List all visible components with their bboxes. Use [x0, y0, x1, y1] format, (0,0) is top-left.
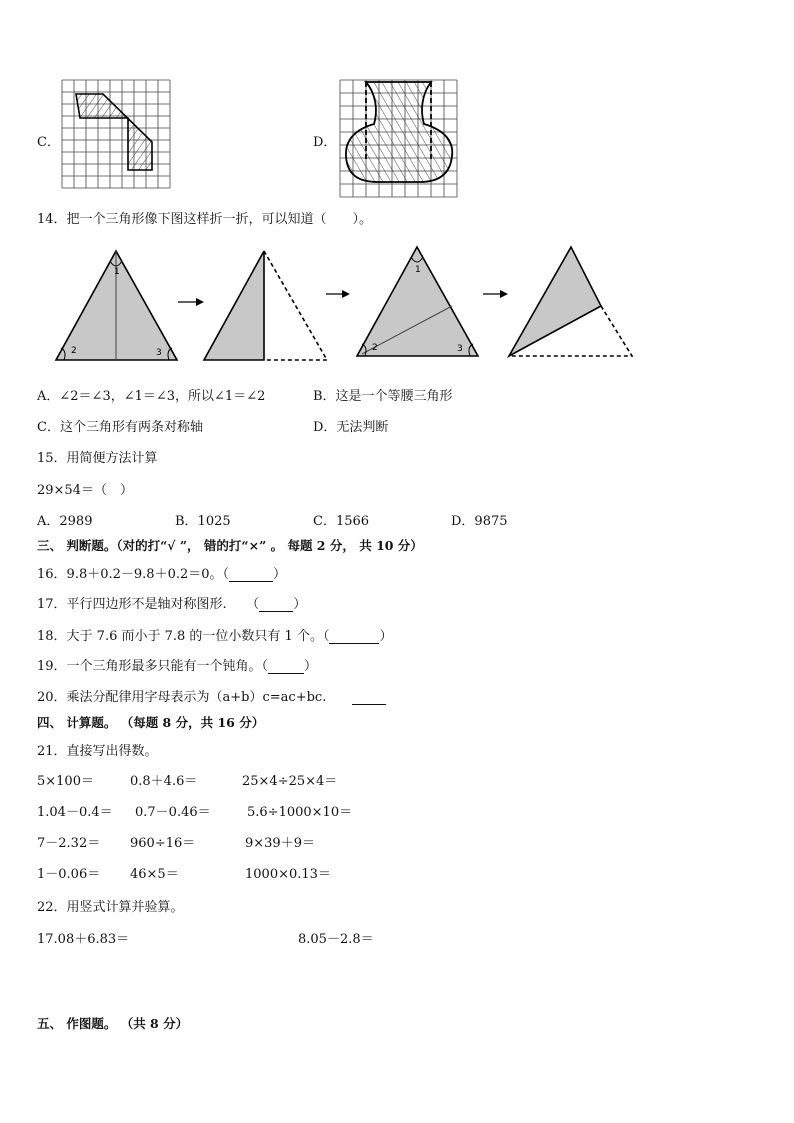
- q14-stem: 14．把一个三角形像下图这样折一折，可以知道（ ）。: [37, 212, 373, 227]
- q15-option-b: B．1025: [175, 514, 231, 529]
- q19-answer-blank[interactable]: [268, 673, 304, 674]
- q22-a: 17.08＋6.83＝: [37, 932, 130, 947]
- q21-r3c1: 7－2.32＝: [37, 836, 101, 851]
- q15-option-d: D．9875: [451, 514, 508, 529]
- q19: [37, 655, 317, 674]
- q21-r1c2: 0.8＋4.6＝: [130, 774, 198, 789]
- section3-title: 三、 判断题。（对的打“√ ”， 错的打“×” 。 每题 2 分， 共 10 分）: [37, 538, 423, 553]
- angle-label-2: 2: [71, 346, 77, 356]
- q21-r1c1: 5×100＝: [37, 774, 94, 789]
- q13-option-d-label: D．: [313, 135, 337, 150]
- q17-close: ）: [293, 597, 307, 612]
- q21-r4c3: 1000×0.13＝: [245, 867, 331, 882]
- q17: [37, 593, 306, 612]
- q21-r2c1: 1.04－0.4＝: [37, 805, 113, 820]
- q14-option-c: C．这个三角形有两条对称轴: [37, 420, 203, 435]
- q17-answer-blank[interactable]: [259, 611, 293, 612]
- q15-expression: 29×54＝（ ）: [37, 483, 133, 498]
- angle-label-1b: 1: [415, 265, 421, 275]
- q21-r1c3: 25×4÷25×4＝: [242, 774, 338, 789]
- q14-option-d: D．无法判断: [313, 420, 389, 435]
- q19-close: ）: [304, 659, 318, 674]
- q21-r4c2: 46×5＝: [130, 867, 179, 882]
- q21-r2c3: 5.6÷1000×10＝: [247, 805, 353, 820]
- q20-text: 20．乘法分配律用字母表示为（a+b）c=ac+bc.: [37, 690, 327, 705]
- q13-option-c-label: C．: [37, 135, 60, 150]
- angle-label-3: 3: [156, 348, 162, 358]
- section4-title: 四、 计算题。 （每题 8 分，共 16 分）: [37, 715, 265, 730]
- q13-grid-figure-c: [62, 80, 170, 197]
- angle-label-3b: 3: [457, 344, 463, 354]
- q14-folding-diagram: [50, 243, 640, 365]
- q20: [37, 686, 386, 705]
- q18-text: 18．大于 7.6 而小于 7.8 的一位小数只有 1 个。（: [37, 629, 330, 644]
- q21-r3c3: 9×39＋9＝: [245, 836, 315, 851]
- q18-close: ）: [379, 629, 393, 644]
- q16: [37, 563, 286, 582]
- q18: [37, 625, 392, 644]
- q15-option-c: C．1566: [313, 514, 370, 529]
- q22-stem: 22．用竖式计算并验算。: [37, 900, 184, 915]
- q13-grid-figure-d: [340, 80, 458, 197]
- q21-r3c2: 960÷16＝: [130, 836, 196, 851]
- q21-stem: 21．直接写出得数。: [37, 744, 158, 759]
- q20-answer-blank[interactable]: [352, 704, 386, 705]
- section5-title: 五、 作图题。 （共 8 分）: [37, 1016, 189, 1031]
- q14-option-a: A．∠2＝∠3，∠1＝∠3，所以∠1＝∠2: [37, 389, 266, 404]
- q14-option-b: B．这是一个等腰三角形: [313, 389, 453, 404]
- q16-answer-blank[interactable]: [229, 581, 273, 582]
- q18-answer-blank[interactable]: [329, 643, 379, 644]
- q15-stem: 15．用简便方法计算: [37, 451, 158, 466]
- q21-r4c1: 1－0.06＝: [37, 867, 101, 882]
- angle-label-1: 1: [114, 267, 120, 277]
- q19-text: 19．一个三角形最多只能有一个钝角。（: [37, 659, 269, 674]
- q15-option-a: A．2989: [37, 514, 93, 529]
- q21-r2c2: 0.7－0.46＝: [135, 805, 211, 820]
- angle-label-2b: 2: [372, 343, 378, 353]
- q16-text: 16．9.8＋0.2－9.8＋0.2＝0。（: [37, 567, 230, 582]
- q17-text: 17．平行四边形不是轴对称图形. （: [37, 597, 260, 612]
- q22-b: 8.05－2.8＝: [298, 932, 374, 947]
- q16-close: ）: [273, 567, 287, 582]
